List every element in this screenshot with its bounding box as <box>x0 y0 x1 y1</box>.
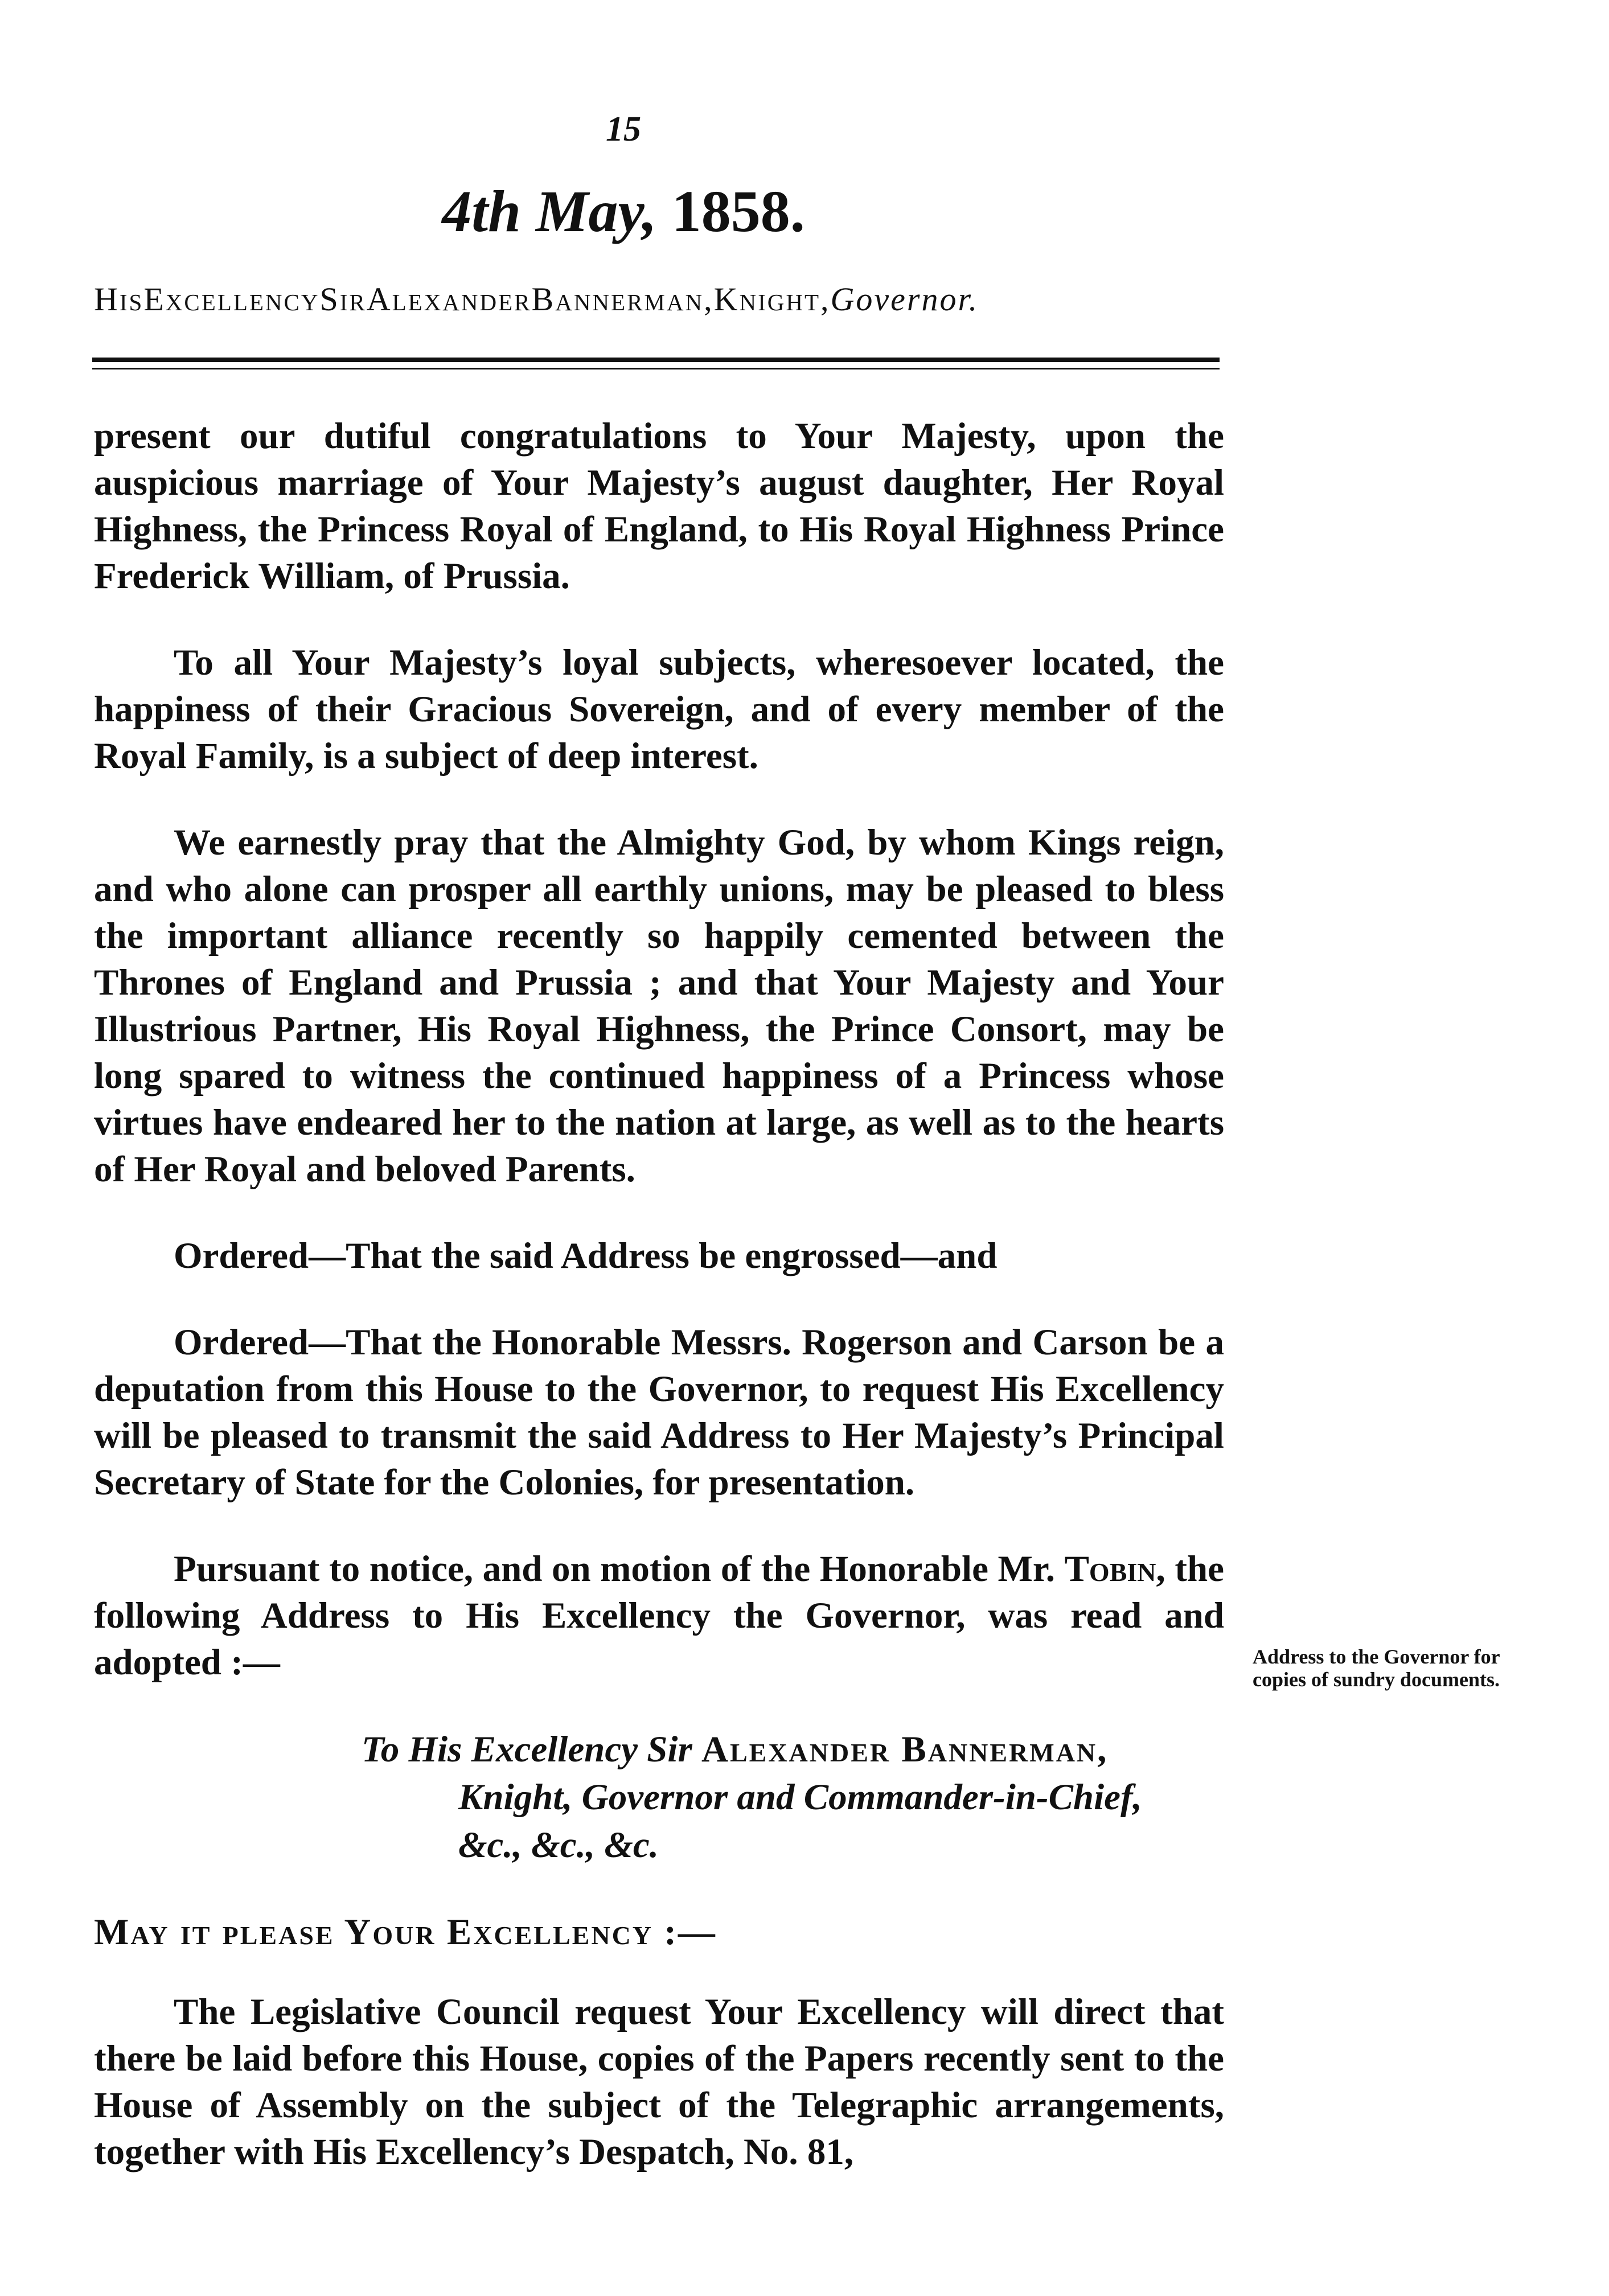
paragraph-request: The Legislative Council request Your Excellency will direct that there be laid before this House, copies of the Papers recently sent to the House of Assembly on the subject of the Telegraphic arrangements, together with His Excellency’s Despatch, No. 81, <box>94 1991 1224 2172</box>
date-day-month: 4th May, <box>442 179 657 244</box>
date-heading <box>0 178 1247 245</box>
motion-text-end: the following Address to His Excellency the Governor, was read and adopted :— <box>94 1549 1225 1683</box>
page-number: 15 <box>606 110 641 149</box>
header-rule-thin <box>92 368 1220 369</box>
governor-name: HisExcellencySirAlexanderBannerman,Knight, <box>94 281 831 318</box>
motion-member-name: Tobin, <box>1064 1549 1165 1589</box>
paragraph-ordered-engrossed: Ordered—That the said Address be engrossed—and <box>174 1235 998 1276</box>
address-line-1 <box>362 1726 1224 1773</box>
governor-line <box>94 280 1233 318</box>
body-text <box>94 413 1224 2215</box>
header-rule-thick <box>92 358 1220 362</box>
paragraph-motion <box>94 1546 1224 1686</box>
motion-text-start: Pursuant to notice, and on motion of the Honorable Mr. <box>174 1549 1055 1589</box>
address-block <box>94 1726 1224 1869</box>
marginal-note: Address to the Governor for copies of sundry documents. <box>1253 1645 1500 1691</box>
date-year: 1858. <box>671 179 805 244</box>
address-name: Alexander Bannerman, <box>701 1729 1109 1770</box>
paragraph-prayer: We earnestly pray that the Almighty God, by whom Kings reign, and who alone can prosper all earthly unions, may be pleased to bless the important alliance recently so happily cemented between the Thrones of England and Prussia ; and that Your Majesty and Your Illustrious Partner, His Royal Highness, the Prince Consort, may be long spared to witness the continued happiness of a Princess whose virtues have endeared her to the nation at large, as well as to the hearts of Her Royal and beloved Parents. <box>94 822 1224 1190</box>
address-prefix: To His Excellency Sir <box>362 1729 692 1770</box>
governor-title: Governor. <box>830 281 979 318</box>
address-line-3: &c., &c., &c. <box>458 1825 659 1866</box>
salutation: May it please Your Excellency :— <box>94 1912 717 1953</box>
paragraph-loyal-subjects: To all Your Majesty’s loyal subjects, wheresoever located, the happiness of their Gracious Sovereign, and of every member of the Royal Family, is a subject of deep interest. <box>94 642 1224 777</box>
paragraph-congratulations: present our dutiful congratulations to Your Majesty, upon the auspicious marriage of Your Majesty’s august daughter, Her Royal Highness, the Princess Royal of England, to His Royal Highness Prince Frederick William, of Prussia. <box>94 416 1224 597</box>
address-line-2: Knight, Governor and Commander-in-Chief, <box>458 1777 1142 1818</box>
paragraph-ordered-deputation: Ordered—That the Honorable Messrs. Rogerson and Carson be a deputation from this House to the Governor, to request His Excellency will be pleased to transmit the said Address to Her Majesty’s Principal Secretary of State for the Colonies, for presentation. <box>94 1322 1224 1503</box>
